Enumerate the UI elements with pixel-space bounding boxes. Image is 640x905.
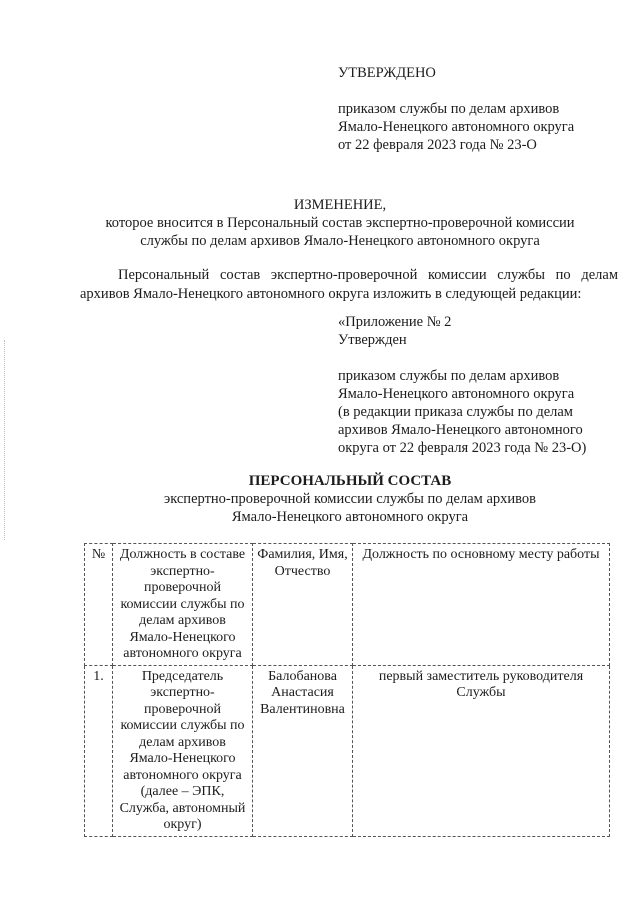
appendix-line: Ямало-Ненецкого автономного округа bbox=[338, 386, 575, 402]
approval-line: от 22 февраля 2023 года № 23-О bbox=[338, 137, 537, 153]
header-name: Фамилия, Имя, Отчество bbox=[253, 544, 353, 666]
approval-stamp bbox=[338, 64, 628, 154]
cell-no: 1. bbox=[85, 665, 113, 836]
paragraph-line: архивов Ямало-Ненецкого автономного округа изложить в следующей редакции: bbox=[80, 286, 582, 302]
cell-job: первый заместитель руководителя Службы bbox=[353, 665, 610, 836]
table-row bbox=[85, 665, 610, 836]
change-title: ИЗМЕНЕНИЕ, bbox=[293, 197, 387, 213]
appendix-line: (в редакции приказа службы по делам bbox=[338, 404, 573, 420]
approval-heading: УТВЕРЖДЕНО bbox=[338, 65, 436, 81]
scan-edge-mark bbox=[4, 340, 7, 540]
composition-title: ПЕРСОНАЛЬНЫЙ СОСТАВ bbox=[248, 473, 452, 489]
approval-line: приказом службы по делам архивов bbox=[338, 101, 560, 117]
composition-line: экспертно-проверочной комиссии службы по делам архивов bbox=[163, 491, 537, 507]
table-header-row bbox=[85, 544, 610, 666]
approval-line: Ямало-Ненецкого автономного округа bbox=[338, 119, 575, 135]
header-position: Должность в составе экспертно-проверочной комиссии службы по делам архивов Ямало-Ненецкого автономного округа bbox=[113, 544, 253, 666]
cell-name: Балобанова Анастасия Валентиновна bbox=[253, 665, 353, 836]
cell-position: Председатель экспертно-проверочной комиссии службы по делам архивов Ямало-Ненецкого автономного округа (далее – ЭПК, Служба, автономный округ) bbox=[113, 665, 253, 836]
change-line: которое вносится в Персональный состав экспертно-проверочной комиссии bbox=[105, 215, 575, 231]
appendix-line: округа от 22 февраля 2023 года № 23-О) bbox=[338, 440, 587, 456]
change-line: службы по делам архивов Ямало-Ненецкого автономного округа bbox=[140, 233, 540, 249]
header-job: Должность по основному месту работы bbox=[353, 544, 610, 666]
members-table bbox=[84, 543, 610, 837]
composition-line: Ямало-Ненецкого автономного округа bbox=[231, 509, 469, 525]
header-no: № bbox=[85, 544, 113, 666]
appendix-line: архивов Ямало-Ненецкого автономного bbox=[338, 422, 583, 438]
appendix-approved: Утвержден bbox=[338, 332, 407, 348]
composition-heading bbox=[80, 472, 620, 526]
change-heading bbox=[60, 196, 620, 250]
appendix-block bbox=[338, 313, 628, 457]
appendix-title: «Приложение № 2 bbox=[338, 314, 452, 330]
appendix-line: приказом службы по делам архивов bbox=[338, 368, 560, 384]
paragraph-line: Персональный состав экспертно-проверочной комиссии службы по делам bbox=[118, 267, 618, 283]
body-paragraph bbox=[80, 266, 618, 304]
